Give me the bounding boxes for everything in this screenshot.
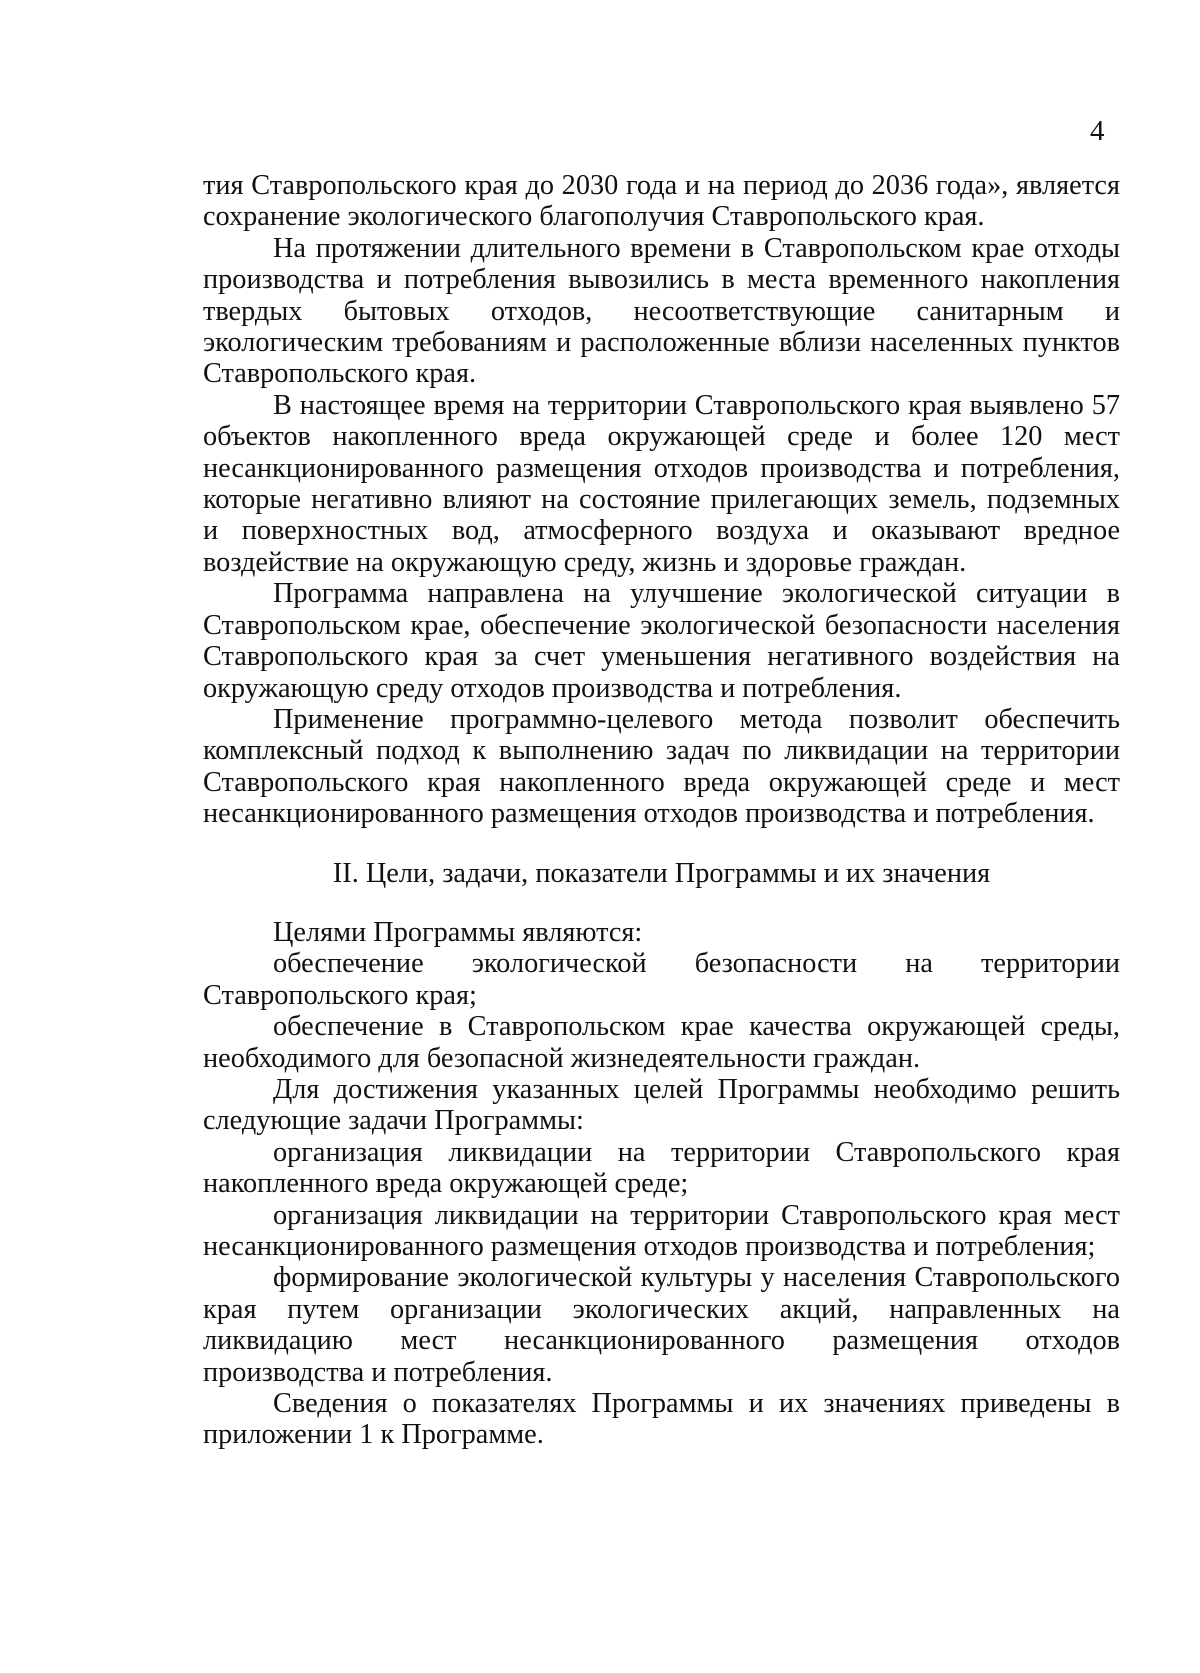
paragraph-current-state: В настоящее время на территории Ставропольского края выявлено 57 объектов накопленного вреда окружающей среде и более 120 мест несанкционированного размещения отходов производства и потребления, которые негативно влияют на состояние прилегающих земель, подземных и поверхностных вод, атмосферного воздуха и оказывают вредное воздействие на окружающую среду, жизнь и здоровье граждан.: [203, 389, 1120, 578]
paragraph-tasks-intro: Для достижения указанных целей Программы необходимо решить следующие задачи Программы:: [203, 1073, 1120, 1137]
list-item-task-3: формирование экологической культуры у населения Ставропольского края путем организации экологических акций, направленных на ликвидацию мест несанкционированного размещения отходов производства и потребления.: [203, 1262, 1120, 1388]
paragraph-waste-history: На протяжении длительного времени в Ставропольском крае отходы производства и потребления вывозились в места временного накопления твердых бытовых отходов, несоответствующие санитарным и экологическим требованиям и расположенные вблизи населенных пунктов Ставропольского края.: [203, 232, 1120, 390]
document-body: [203, 170, 1120, 1451]
paragraph-continuation: тия Ставропольского края до 2030 года и на период до 2036 года», является сохранение экологического благополучия Ставропольского края.: [203, 170, 1120, 233]
list-item-task-1: организация ликвидации на территории Ставропольского края накопленного вреда окружающей среде;: [203, 1136, 1120, 1200]
page-number: 4: [1090, 115, 1105, 147]
paragraph-indicators-reference: Сведения о показателях Программы и их значениях приведены в приложении 1 к Программе.: [203, 1388, 1120, 1451]
list-item-task-2: организация ликвидации на территории Ставропольского края мест несанкционированного размещения отходов производства и потребления;: [203, 1199, 1120, 1262]
list-item-goal-1: обеспечение экологической безопасности на территории Ставропольского края;: [203, 948, 1120, 1011]
paragraph-goals-intro: Целями Программы являются:: [273, 916, 643, 948]
paragraph-method: Применение программно-целевого метода позволит обеспечить комплексный подход к выполнению задач по ликвидации на территории Ставропольского края накопленного вреда окружающей среде и мест несанкционированного размещения отходов производства и потребления.: [203, 703, 1120, 830]
section-heading: II. Цели, задачи, показатели Программы и их значения: [332, 857, 991, 889]
list-item-goal-2: обеспечение в Ставропольском крае качества окружающей среды, необходимого для безопасной жизнедеятельности граждан.: [203, 1011, 1120, 1074]
paragraph-program-direction: Программа направлена на улучшение экологической ситуации в Ставропольском крае, обеспечение экологической безопасности населения Ставропольского края за счет уменьшения негативного воздействия на окружающую среду отходов производства и потребления.: [203, 578, 1120, 704]
